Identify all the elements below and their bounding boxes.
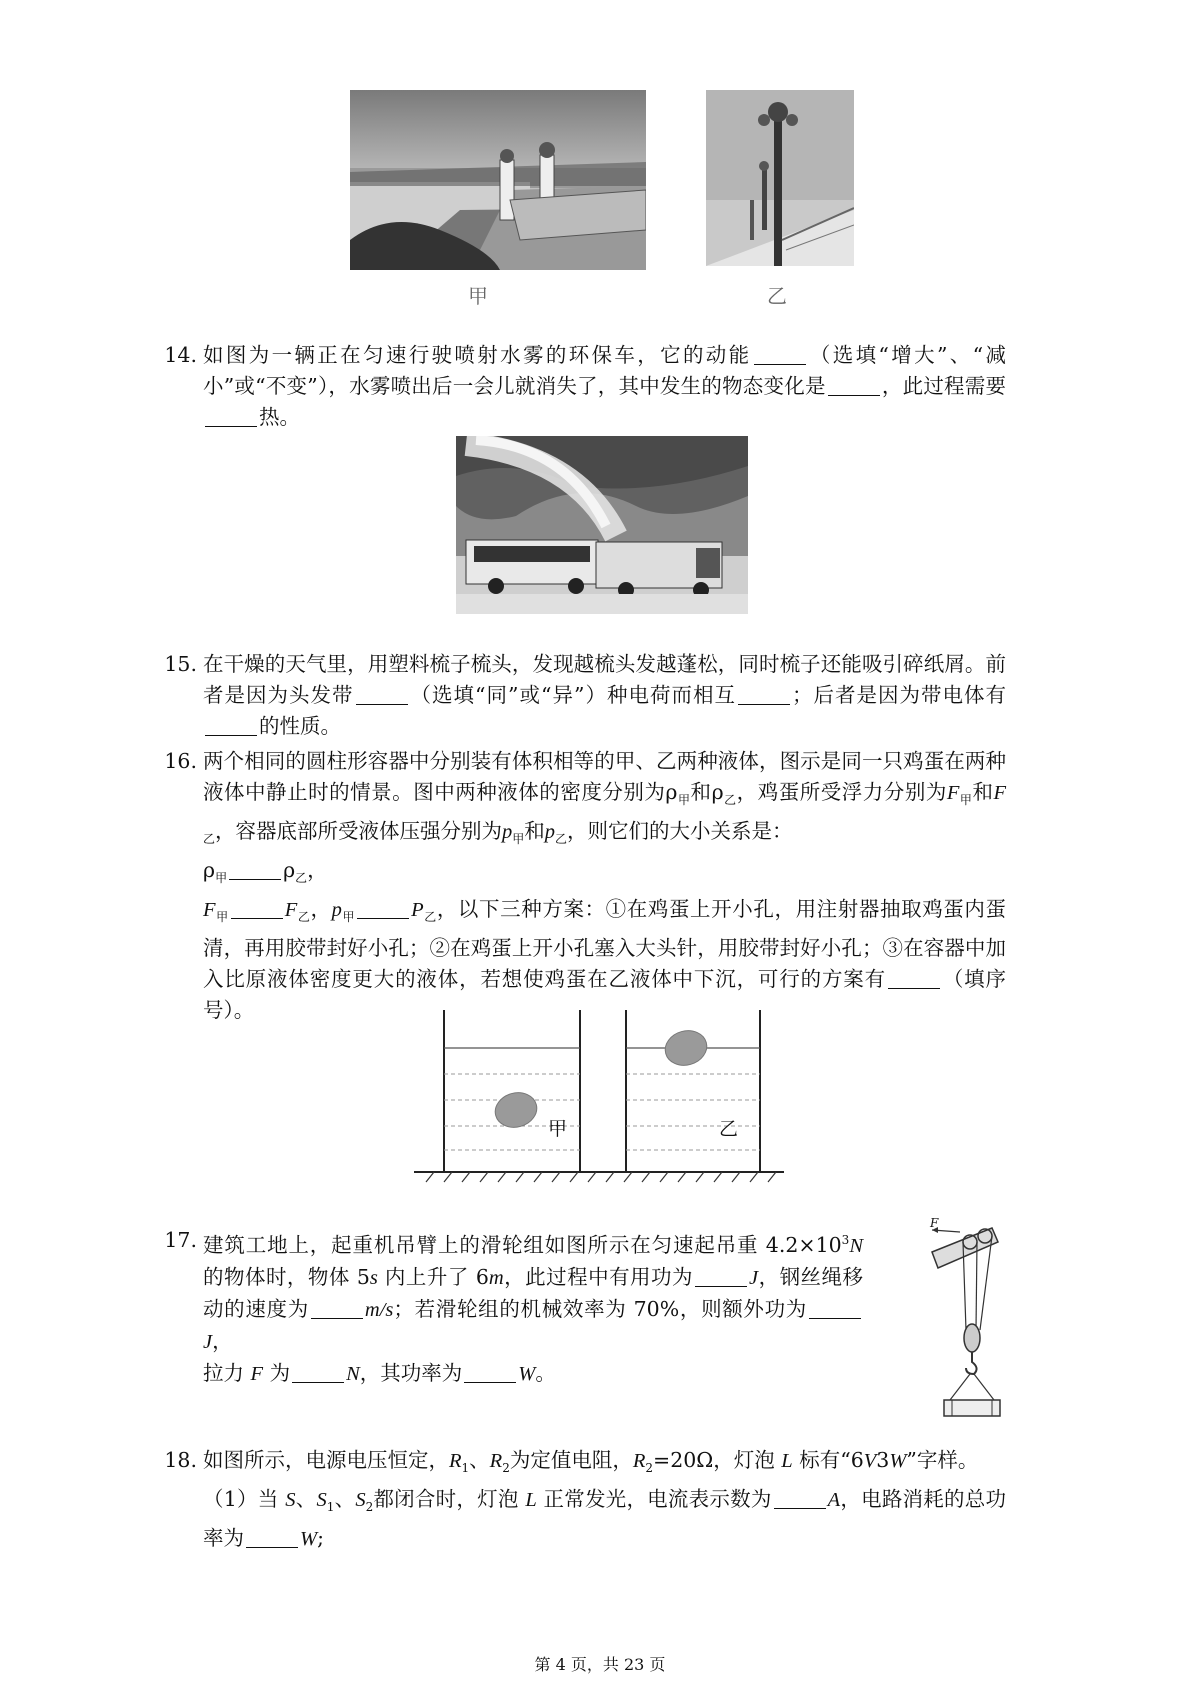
unit: m xyxy=(488,1266,504,1289)
answer-blank[interactable] xyxy=(888,968,940,989)
answer-blank[interactable] xyxy=(292,1362,344,1383)
unit: A xyxy=(827,1489,841,1512)
subscript: 2 xyxy=(502,1461,510,1476)
question-number: 16. xyxy=(164,749,197,773)
question-number: 18. xyxy=(164,1448,197,1472)
question-text: 在干燥的天气里，用塑料梳子梳头，发现越梳头发越蓬松，同时梳子还能吸引碎纸屑。前者是因为头发带 xyxy=(203,652,1006,707)
question-number: 15. xyxy=(164,652,197,676)
answer-blank[interactable] xyxy=(738,684,790,705)
question-text: ，钢丝绳移动的速度为 xyxy=(203,1264,864,1321)
question-text: （1）当 xyxy=(203,1487,286,1512)
question-text: ；若滑轮组的机械效率为 70%，则额外功为 xyxy=(393,1296,807,1321)
question-text: 和 xyxy=(524,819,545,844)
question-text: 为 xyxy=(263,1360,291,1385)
answer-blank[interactable] xyxy=(311,1298,363,1319)
answer-blank[interactable] xyxy=(754,344,806,365)
question-text: 如图为一辆正在匀速行驶喷射水雾的环保车，它的动能 xyxy=(203,343,752,367)
lamp-post-caption: 乙 xyxy=(767,284,787,308)
symbol: ρ xyxy=(203,858,216,883)
symbol: p xyxy=(331,899,342,922)
symbol: R xyxy=(449,1450,462,1472)
unit: W xyxy=(518,1362,536,1385)
question-15 xyxy=(164,649,1007,742)
question-text: （选填“增大”、“减小”或“不变”），水雾喷出后一会儿就消失了，其中发生的物态变化是 xyxy=(203,343,1006,398)
unit: J xyxy=(203,1330,213,1353)
question-text: ，则它们的大小关系是： xyxy=(567,819,793,844)
container-label-jia: 甲 xyxy=(548,1118,568,1140)
subscript: 甲 xyxy=(512,832,525,847)
question-text: 建筑工地上，起重机吊臂上的滑轮组如图所示在匀速起吊重 4.2×10 xyxy=(203,1232,842,1257)
answer-blank[interactable] xyxy=(695,1266,747,1287)
answer-blank[interactable] xyxy=(828,375,880,396)
subscript: 甲 xyxy=(215,871,228,886)
force-label: F xyxy=(930,1216,939,1230)
unit: m/s xyxy=(364,1298,394,1321)
question-text: =20Ω，灯泡 xyxy=(653,1448,782,1472)
question-text: 为定值电阻， xyxy=(509,1448,633,1472)
page-footer: 第 4 页，共 23 页 xyxy=(534,1655,666,1674)
answer-blank[interactable] xyxy=(246,1527,298,1548)
question-text: ，容器底部所受液体压强分别为 xyxy=(215,819,503,844)
symbol: F xyxy=(250,1362,264,1385)
question-17 xyxy=(164,1225,864,1390)
bridge-caption: 甲 xyxy=(468,284,488,308)
subscript: 乙 xyxy=(723,793,737,808)
question-text: 、 xyxy=(295,1487,317,1512)
question-text: 热。 xyxy=(259,405,300,429)
unit: s xyxy=(369,1266,378,1289)
question-14 xyxy=(164,340,1006,433)
question-text: ，其功率为 xyxy=(359,1360,463,1385)
unit: W xyxy=(300,1528,318,1551)
subscript: 甲 xyxy=(341,910,356,925)
unit: J xyxy=(749,1266,759,1289)
symbol: ρ xyxy=(711,780,724,804)
subscript: 乙 xyxy=(295,871,308,886)
symbol: F xyxy=(993,782,1007,804)
answer-blank[interactable] xyxy=(356,684,408,705)
subscript: 2 xyxy=(365,1500,374,1515)
subscript: 乙 xyxy=(297,910,311,925)
symbol: S xyxy=(285,1489,296,1512)
question-text: 标有“6 xyxy=(792,1448,864,1472)
subscript: 2 xyxy=(645,1461,654,1476)
answer-blank[interactable] xyxy=(774,1488,826,1509)
bridge-photo xyxy=(350,90,646,270)
question-text: ; xyxy=(317,1526,324,1551)
question-text: 的物体时，物体 5 xyxy=(203,1264,370,1289)
answer-blank[interactable] xyxy=(205,406,257,427)
subscript: 甲 xyxy=(215,910,229,925)
subscript: 1 xyxy=(326,1500,335,1515)
superscript: 3 xyxy=(841,1233,850,1247)
symbol: F xyxy=(284,899,298,922)
answer-blank[interactable] xyxy=(357,898,409,919)
symbol: R xyxy=(632,1450,646,1472)
question-text: 。 xyxy=(535,1360,556,1385)
question-16 xyxy=(164,746,1007,1026)
symbol: L xyxy=(781,1450,793,1472)
answer-blank[interactable] xyxy=(464,1362,516,1383)
egg-containers-diagram xyxy=(414,1010,784,1190)
question-text: 拉力 xyxy=(203,1360,251,1385)
question-text: ，此过程中有用功为 xyxy=(503,1264,693,1289)
question-text: 3 xyxy=(876,1448,890,1472)
symbol: P xyxy=(411,899,424,922)
question-text: ；后者是因为带电体有 xyxy=(791,683,1007,707)
question-text: 内上升了 6 xyxy=(377,1264,489,1289)
symbol: ρ xyxy=(283,858,296,883)
subscript: 甲 xyxy=(959,793,973,808)
subscript: 1 xyxy=(461,1461,470,1476)
question-text: ，此过程需要 xyxy=(881,374,1006,398)
subscript: 乙 xyxy=(423,910,437,925)
question-number: 17. xyxy=(164,1228,197,1252)
question-text: 正常发光，电流表示数为 xyxy=(536,1487,772,1512)
question-text: 两个相同的圆柱形容器中分别装有体积相等的甲、乙两种液体，图示是同一只鸡蛋在两种液体中静止时的情景。图中两种液体的密度分别为 xyxy=(203,749,1006,804)
question-text: 和 xyxy=(972,780,994,804)
unit: W xyxy=(889,1450,907,1472)
unit: N xyxy=(849,1234,863,1257)
question-text: ，鸡蛋所受浮力分别为 xyxy=(736,780,947,804)
question-text: 和 xyxy=(690,780,712,804)
symbol: F xyxy=(203,899,216,922)
symbol: p xyxy=(502,821,513,844)
symbol: p xyxy=(544,821,556,844)
question-text: ，以下三种方案：①在鸡蛋上开小孔，用注射器抽取鸡蛋内蛋清，再用胶带封好小孔；②在鸡蛋上开小孔塞入大头针，用胶带封好小孔；③在容器中加入比原液体密度更大的液体，若想使鸡蛋在乙液体中下沉，可行的方案有 xyxy=(203,897,1006,992)
unit: V xyxy=(863,1450,877,1472)
answer-blank[interactable] xyxy=(229,859,281,880)
subscript: 乙 xyxy=(203,832,216,847)
spray-truck-photo xyxy=(456,436,748,614)
symbol: S xyxy=(316,1489,327,1512)
question-text: 的性质。 xyxy=(259,714,341,738)
question-text: 、 xyxy=(334,1487,356,1512)
question-text: ， xyxy=(310,897,332,922)
question-text: 都闭合时，灯泡 xyxy=(373,1487,526,1512)
question-text: （填序号）。 xyxy=(203,967,1007,1023)
question-text: 、 xyxy=(469,1448,490,1472)
answer-blank[interactable] xyxy=(231,898,283,919)
unit: N xyxy=(346,1362,360,1385)
symbol: S xyxy=(355,1489,366,1512)
answer-blank[interactable] xyxy=(809,1298,861,1319)
lamp-post-photo xyxy=(706,90,854,266)
symbol: ρ xyxy=(665,780,678,804)
question-text: ”字样。 xyxy=(906,1448,979,1472)
question-text: ，电路消耗的总功率为 xyxy=(203,1487,1006,1551)
question-text: ， xyxy=(307,858,328,883)
symbol: R xyxy=(489,1450,503,1472)
question-18 xyxy=(164,1445,1006,1555)
subscript: 乙 xyxy=(555,832,568,847)
question-text: （选填“同”或“异”）种电荷而相互 xyxy=(409,683,736,707)
symbol: F xyxy=(946,782,960,804)
symbol: L xyxy=(525,1489,537,1512)
question-number: 14. xyxy=(164,343,197,367)
question-text: 如图所示，电源电压恒定， xyxy=(203,1448,449,1472)
pulley-diagram xyxy=(930,1216,1010,1422)
container-label-yi: 乙 xyxy=(719,1118,739,1140)
subscript: 甲 xyxy=(677,793,691,808)
question-text: ， xyxy=(212,1328,233,1353)
answer-blank[interactable] xyxy=(205,715,257,736)
